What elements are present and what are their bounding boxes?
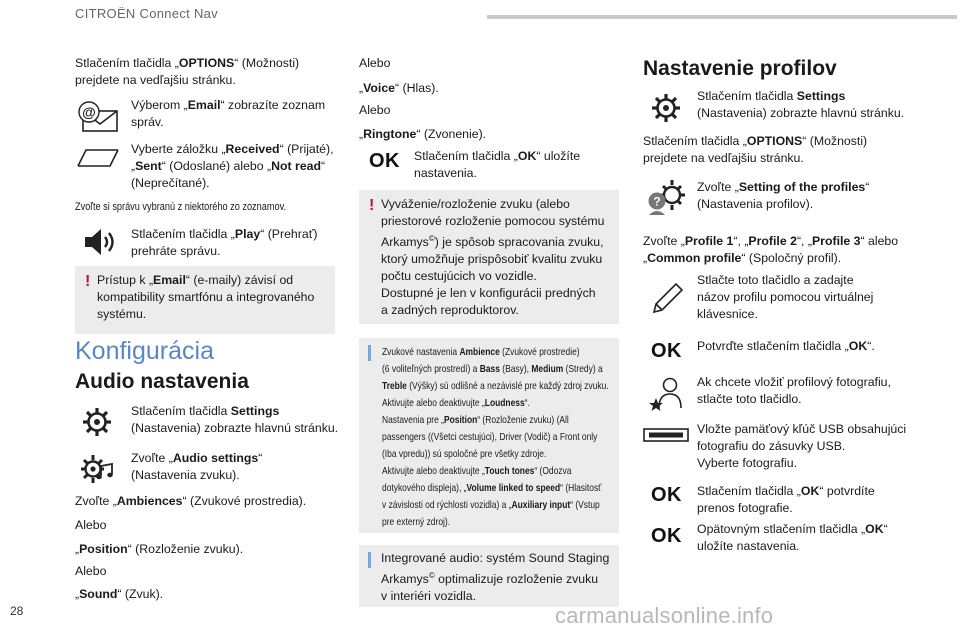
svg-text:@: @ [82,104,96,120]
audio-settings-paragraph: Zvoľte „Audio settings“ (Nastavenia zvuku). [131,451,263,482]
edit-pencil-icon [650,282,684,316]
tabs-paragraph: Vyberte záložku „Received“ (Prijaté), „Sent“ (Odoslané) alebo „Not read“ (Neprečítané). [131,142,334,190]
email-paragraph: Výberom „Email“ zobrazíte zoznam správ. [131,98,326,129]
warning-exclamation-icon: ! [85,273,91,290]
tab-selector-icon [76,146,120,170]
play-paragraph: Stlačením tlačidla „Play“ (Prehrať) prehráte správu. [131,227,318,258]
speaker-play-icon [83,226,119,258]
section-title-audio: Audio nastavenia [75,370,249,393]
profiles-options-paragraph: Stlačením tlačidla „OPTIONS“ (Možnosti) prejdete na vedľajšiu stránku. [643,134,868,165]
ambiences-line: Zvoľte „Ambiences“ (Zvukové prostredia). [75,494,307,508]
keyboard-paragraph: Stlačte toto tlačidlo a zadajte názov profilu pomocou virtuálnej klávesnice. [697,273,874,321]
info-marker-icon [368,345,371,361]
or-line-3: Alebo [359,56,391,70]
sound-line: „Sound“ (Zvuk). [75,587,164,601]
choose-message-text: Zvoľte si správu vybranú z niektorého zo zoznamov. [75,201,287,213]
settings-gear-icon [650,92,682,124]
audio-info-text: Zvukové nastavenia Ambience (Zvukové prostredie) (6 voliteľných prostredí) a Bass (Basy), Medium (Stredy) a Treble (Výšky) sú odlišné a nezávislé pre každý zdroj zvuku. Aktivujte alebo deaktivujte „Loudness“. Nastavenia pre „Position“ (Rozloženie zvuku) (All passengers ((Všetci cestujúci), Driver (Vodič) a Front only (Iba vpredu)) sú spoločné pre všetky zdroje. Aktivujte alebo deaktivujte „Touch tones“ (Odozva dotykového displeja), „Volume linked to speed“ (Hlasitosť v závislosti od rýchlosti vozidla) a „Auxiliary input“ (Vstup pre externý zdroj). [382,347,609,528]
ok-transfer-paragraph: Stlačením tlačidla „OK“ potvrdíte prenos fotografie. [697,484,875,515]
sound-balance-warning-text: Vyváženie/rozloženie zvuku (alebo priestorové rozloženie pomocou systému Arkamys©) je spôsob spracovania zvuku, ktorý umožňuje prispôsobiť kvalitu zvuku počtu cestujúcich vo vozidle. Dostupné je len v konfigurácii predných a zadných reproduktorov. [381,197,605,318]
usb-port-icon [643,428,689,442]
manual-header-title: CITROËN Connect Nav [75,6,218,21]
or-line-2: Alebo [75,564,107,578]
ok-icon: OK [651,340,682,362]
or-line-4: Alebo [359,103,391,117]
email-warning-text: Prístup k „Email“ (e-maily) závisí od kompatibility smartfónu a integrovaného systému. [97,273,315,321]
warning-exclamation-icon: ! [369,197,375,214]
settings-gear-icon [81,406,113,438]
ok-save-paragraph: Stlačením tlačidla „OK“ uložíte nastavenia. [414,149,581,180]
options-paragraph: Stlačením tlačidla „OPTIONS“ (Možnosti) prejdete na vedľajšiu stránku. [75,56,300,87]
voice-line: „Voice“ (Hlas). [359,81,439,95]
watermark-text: carmanualsonline.info [555,603,774,628]
email-icon [77,99,119,133]
header-rule [487,15,957,19]
confirm-ok-paragraph: Potvrďte stlačením tlačidla „OK“. [697,339,875,353]
profile-settings-icon [648,178,688,216]
audio-settings-icon [79,452,115,486]
profile-photo-paragraph: Ak chcete vložiť profilový fotografiu, stlačte toto tlačidlo. [697,375,891,406]
settings-paragraph: Stlačením tlačidla Settings (Nastavenia) zobrazte hlavnú stránku. [131,404,339,435]
arkamys-info-text: Integrované audio: systém Sound Staging Arkamys© optimalizuje rozloženie zvuku v interiéri vozidla. [381,551,610,604]
ok-icon: OK [651,525,682,547]
setting-of-profiles-paragraph: Zvoľte „Setting of the profiles“ (Nastavenia profilov). [697,180,870,211]
choose-profile-paragraph: Zvoľte „Profile 1“, „Profile 2“, „Profile 3“ alebo „Common profile“ (Spoločný profil). [643,234,899,265]
ok-icon: OK [369,150,400,172]
position-line: „Position“ (Rozloženie zvuku). [75,542,244,556]
profile-photo-star-icon [648,376,688,414]
page-number: 28 [10,604,24,618]
info-marker-icon [368,552,371,568]
ringtone-line: „Ringtone“ (Zvonenie). [359,127,487,141]
section-title-konfiguracia: Konfigurácia [75,337,214,365]
usb-paragraph: Vložte pamäťový kľúč USB obsahujúci fotografiu do zásuvky USB. Vyberte fotografiu. [697,422,907,470]
svg-text:?: ? [653,194,661,209]
or-line-1: Alebo [75,518,107,532]
section-title-profiles: Nastavenie profilov [643,57,837,80]
profiles-settings-paragraph: Stlačením tlačidla Settings (Nastavenia) zobrazte hlavnú stránku. [697,89,905,120]
ok-icon: OK [651,484,682,506]
ok-save-settings-paragraph: Opätovným stlačením tlačidla „OK“ uložíte nastavenia. [697,522,888,553]
